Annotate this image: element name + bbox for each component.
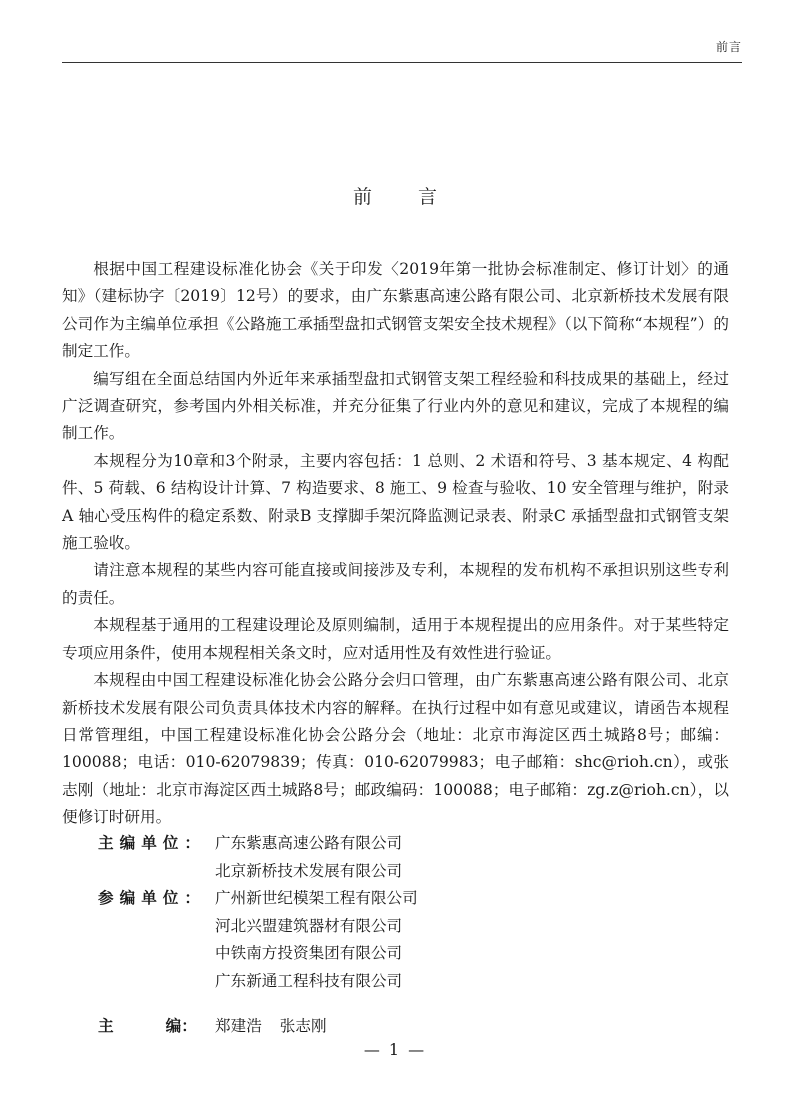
page-number: — 1 — bbox=[363, 1040, 427, 1059]
paragraph: 根据中国工程建设标准化协会《关于印发〈2019年第一批协会标准制定、修订计划〉的通知》（建标协字〔2019〕12号）的要求，由广东紫惠高速公路有限公司、北京新桥技术发展有限公司作为主编单位承担《公路施工承插型盘扣式钢管支架安全技术规程》（以下简称“本规程”）的制定工作。 bbox=[62, 260, 729, 361]
chief-units-label: 主编单位： bbox=[98, 834, 206, 852]
participating-units-list bbox=[215, 885, 418, 995]
list-item: 河北兴盟建筑器材有限公司 bbox=[215, 916, 403, 935]
editor-name: 张志刚 bbox=[279, 1017, 327, 1035]
header-rule bbox=[62, 62, 742, 63]
paragraph: 本规程由中国工程建设标准化协会公路分会归口管理，由广东紫惠高速公路有限公司、北京新桥技术发展有限公司负责具体技术内容的解释。在执行过程中如有意见或建议，请函告本规程日常管理组，中国工程建设标准化协会公路分会（地址：北京市海淀区西土城路8号；邮编：100088；电话：010-62079839；传真：010-62079983；电子邮箱：shc@rioh.cn），或张志刚（地址：北京市海淀区西土城路8号；邮政编码：100088；电子邮箱：zg.z@rioh.cn），以便修订时研用。 bbox=[62, 671, 729, 827]
list-item: 广州新世纪模架工程有限公司 bbox=[215, 889, 418, 908]
paragraph: 本规程基于通用的工程建设理论及原则编制，适用于本规程提出的应用条件。对于某些特定专项应用条件，使用本规程相关条文时，应对适用性及有效性进行验证。 bbox=[62, 616, 729, 662]
paragraph: 本规程分为10章和3个附录，主要内容包括：1 总则、2 术语和符号、3 基本规定、4 构配件、5 荷载、6 结构设计计算、7 构造要求、8 施工、9 检查与验收、10 安全管理与维护，附录A 轴心受压构件的稳定系数、附录B 支撑脚手架沉降监测记录表、附录C 承插型盘扣式钢管支架施工验收。 bbox=[62, 451, 729, 553]
editor-name: 郑建浩 bbox=[215, 1017, 262, 1035]
chief-editors-label-part2: 编： bbox=[165, 1017, 197, 1035]
paragraph: 请注意本规程的某些内容可能直接或间接涉及专利，本规程的发布机构不承担识别这些专利的责任。 bbox=[62, 561, 729, 607]
page-title: 前言 bbox=[352, 186, 483, 208]
list-item: 北京新桥技术发展有限公司 bbox=[215, 861, 403, 880]
chief-editors-names bbox=[215, 1014, 327, 1036]
chief-editors-row bbox=[98, 1014, 327, 1036]
participating-units-row bbox=[98, 885, 418, 995]
chief-units-row bbox=[98, 830, 418, 885]
preface-body bbox=[62, 256, 729, 832]
participating-units-label: 参编单位： bbox=[98, 889, 206, 908]
units-section bbox=[98, 830, 418, 996]
list-item: 广东新通工程科技有限公司 bbox=[215, 971, 403, 990]
chief-editors-label-part1: 主 bbox=[98, 1017, 114, 1035]
list-item: 中铁南方投资集团有限公司 bbox=[215, 944, 403, 963]
paragraph: 编写组在全面总结国内外近年来承插型盘扣式钢管支架工程经验和科技成果的基础上，经过广泛调查研究，参考国内外相关标准，并充分征集了行业内外的意见和建议，完成了本规程的编制工作。 bbox=[62, 369, 729, 443]
running-header: 前言 bbox=[715, 40, 742, 54]
chief-units-list bbox=[215, 830, 402, 885]
list-item: 广东紫惠高速公路有限公司 bbox=[215, 834, 403, 852]
chief-editors-label bbox=[98, 1014, 215, 1036]
